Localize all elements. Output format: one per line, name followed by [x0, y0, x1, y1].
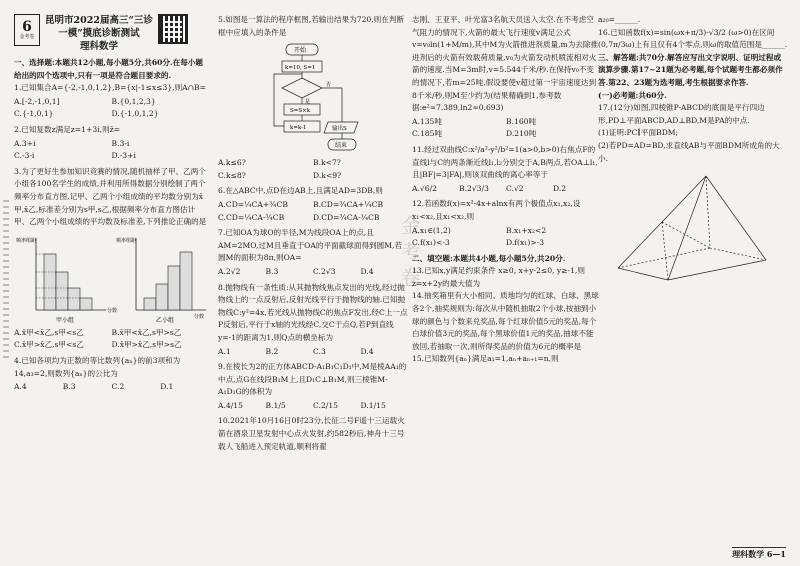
- footer-label: 理科数学 6—1: [732, 549, 786, 559]
- question-15: 15.已知数列{aₙ}满足a₁=1,aₙ+aₙ₊₁=n,则: [412, 354, 559, 364]
- option-c: C.√2: [506, 183, 524, 193]
- option-a: A.4/15: [218, 400, 243, 410]
- option-b: B.{0,1,2,3}: [111, 96, 156, 106]
- option-c: C.185吨: [412, 129, 443, 139]
- qr-code-icon: [158, 14, 188, 44]
- option-a: A.1: [218, 346, 231, 356]
- option-a: A.x₁∈(1,2): [412, 225, 451, 235]
- question-6: 6.在△ABC中,点D在边AB上,且满足AD=3DB,则: [218, 186, 383, 196]
- title-line-1: 昆明市2022届高三“三诊: [45, 15, 153, 26]
- chart-a-label: 甲小组: [56, 316, 75, 324]
- option-b: B.CD=¾CA+¼CB: [313, 199, 384, 209]
- badge-number: 6: [22, 19, 32, 35]
- option-d: D.4: [360, 346, 374, 356]
- option-b: B.x₁+x₂<2: [506, 225, 547, 235]
- option-a: A.CD=¼CA+¾CB: [218, 199, 288, 209]
- option-c: C.2/15: [313, 400, 339, 410]
- flowchart: [218, 42, 408, 154]
- question-2: 2.已知复数z满足z=1+3i,则z̄=: [14, 124, 120, 134]
- q9-options: [218, 400, 408, 413]
- flowchart-proc2: k=k-1: [290, 125, 307, 132]
- option-d: D.2: [553, 183, 567, 193]
- section-1-heading: 一、选择题:本题共12小题,每小题5分,共60分.在每小题给出的四个选项中,只有一项是符合题目要求的.: [14, 58, 204, 80]
- exam-title: [45, 14, 153, 53]
- flowchart-output: 输出S: [332, 126, 347, 133]
- option-c: C.{-1,0,1}: [14, 109, 54, 119]
- option-d: D.CD=¾CA-¼CB: [313, 212, 380, 222]
- x-axis-label-a: 分数: [107, 307, 118, 314]
- question-4: 4.已知各项均为正数的等比数列{aₙ}的前3项和为14,a₃=2,则数列{aₙ}的公比为: [14, 355, 181, 378]
- option-a: A.[-2,-1,0,1]: [14, 96, 60, 106]
- option-d: D.210吨: [506, 129, 537, 139]
- title-line-3: 理科数学: [79, 41, 118, 52]
- column-4: [598, 14, 788, 291]
- question-17-part-1: (1)证明:PC∥平面BDM;: [598, 128, 679, 138]
- option-b: B.3: [265, 266, 279, 276]
- chart-b-label: 乙小组: [156, 316, 175, 324]
- q6-options: [218, 199, 408, 224]
- flowchart-end: 结束: [335, 142, 348, 150]
- option-b: B.2√3/3: [459, 183, 489, 193]
- y-axis-label-b: 频率组距: [116, 237, 137, 244]
- q11-options: [412, 183, 600, 196]
- q4-options: [14, 381, 209, 394]
- q2-options: [14, 138, 209, 163]
- option-c: C.-3-i: [14, 151, 35, 161]
- option-b: B.1/5: [265, 400, 286, 410]
- option-c: C.f(x₁)<-3: [412, 238, 450, 248]
- column-3: [412, 14, 600, 366]
- question-16: 16.已知函数f(x)=sin(ωx+π/3)-√3/2 (ω>0)在区间(0,7π/3ω)上有且仅有4个零点,则ω的取值范围是______.: [598, 27, 788, 50]
- option-b: B.x̄甲<x̄乙,s甲>s乙: [111, 327, 182, 337]
- option-a: A.135吨: [412, 116, 442, 126]
- option-b: B.2: [265, 346, 279, 356]
- flowchart-no: 否: [326, 82, 332, 89]
- watermark: 金考卷: [397, 215, 421, 293]
- paper-badge: [14, 14, 40, 46]
- y-axis-label-a: 频率组距: [16, 237, 37, 244]
- question-17: 17.(12分)如图,四棱锥P-ABCD的底面是平行四边形,PD⊥平面ABCD,AD⊥BD,M是PA的中点.: [598, 103, 765, 125]
- flowchart-proc1: S=S×k: [290, 108, 311, 115]
- option-a: A.2√2: [218, 266, 241, 276]
- option-d: D.1: [160, 382, 174, 392]
- option-a: A.3+i: [14, 138, 36, 148]
- option-a: A.k≤6?: [218, 158, 246, 168]
- section-2-heading: 二、填空题:本题共4小题,每小题5分,共20分.: [412, 253, 566, 263]
- question-12: 12.若函数f(x)=x²-4x+alnx有两个极值点x₁,x₂,设x₁<x₂,且x₁<x₂,则: [412, 199, 581, 221]
- subsection-1-heading: (一)必考题:共60分.: [598, 90, 667, 100]
- flowchart-init: k=10, S=1: [285, 65, 316, 72]
- option-c: C.CD=¼CA-¾CB: [218, 212, 285, 222]
- q8-options: [218, 346, 408, 359]
- column-1: [14, 14, 209, 397]
- q3-options: [14, 327, 209, 352]
- histogram-figures: [14, 232, 209, 324]
- option-c: C.x̄甲>x̄乙,s甲<s乙: [14, 340, 84, 350]
- question-10: 10.2021年10月16日0时23分,长征二号F遥十三运载火箭在酒泉卫星发射中心点火发射,约582秒后,神舟十三号载人飞船进入预定轨道,顺利将翟: [218, 416, 405, 451]
- pyramid-diagram: [598, 168, 788, 288]
- option-d: D.4: [360, 266, 374, 276]
- q1-options: [14, 96, 209, 121]
- title-line-2: 一模”摸底诊断测试: [58, 28, 140, 39]
- option-d: D.f(x₁)>-3: [506, 238, 545, 248]
- question-15-continued: a₂₀=______.: [598, 15, 641, 24]
- option-c: C.k≤8?: [218, 170, 246, 180]
- q12-options: [412, 225, 600, 250]
- option-a: A.x̄甲<x̄乙,s甲<s乙: [14, 327, 84, 337]
- section-3-heading: 三、解答题:共70分.解答应写出文字说明、证明过程或演算步骤.第17~21题为必考题,每个试题考生都必须作答.第22、23题为选考题,考生根据要求作答.: [598, 52, 783, 87]
- question-1: 1.已知集合A={-2,-1,0,1,2},B={x|-1≤x≤3},则A∩B=: [14, 83, 206, 93]
- flowchart-yes: 是: [305, 99, 311, 106]
- question-14: 14.抽奖箱里有大小相同、质地均匀的红球、白球、黑球各2个,抽奖规则为:每次从中随机抽取2个小球,按抽到小球的颜色与个数来兑奖品,每个红球价值5元的奖品,每个白球价值3元的奖品,每个黑球价值1元的奖品,抽球不能放回,若抽取一次,则所得奖品的价值为6元的概率是: [412, 291, 599, 351]
- q7-options: [218, 266, 408, 279]
- histogram-b: [116, 237, 206, 324]
- option-d: D.x̄甲>x̄乙,s甲>s乙: [111, 340, 182, 350]
- option-a: A.√6/2: [412, 183, 437, 193]
- option-b: B.160吨: [506, 116, 537, 126]
- question-13: 13.已知x,y满足约束条件 x≥0, x+y-2≤0, y≥-1,则z=x+2y的最大值为: [412, 266, 585, 288]
- binding-margin: [3, 200, 9, 360]
- option-d: D.{-1,0,1,2}: [111, 109, 159, 119]
- flowchart-start: 开始: [294, 47, 307, 55]
- question-3: 3.为了更好生参加知识竞赛的情况,随机抽样了甲、乙两个小组各100名学生的成绩,并利用所得数据分别绘制了两个频率分布直方图,记甲、乙两个小组成绩的平均数分别为x̄甲,x̄乙,标准差分别为s甲,s乙,根据频率分布直方图估计甲、乙两个小组成绩的平均数及标准差,下列推论正确的是: [14, 166, 207, 227]
- badge-label: 金考卷: [19, 34, 35, 40]
- option-d: D.k<9?: [313, 170, 342, 180]
- question-5: 5.如图是一算法的程序框图,若输出结果为720,则在判断框中应填入的条件是: [218, 15, 405, 37]
- question-7: 7.已知OA为球O的半径,M为线段OA上的点,且AM=2MO,过M且垂直于OA的平面截球面得到圆M,若圆M的面积为8π,则OA=: [218, 228, 403, 263]
- x-axis-label-b: 分数: [194, 313, 205, 320]
- option-d: D.-3+i: [111, 151, 136, 161]
- option-b: B.3: [62, 382, 76, 392]
- option-b: B.k<7?: [313, 158, 341, 168]
- option-b: B.3-i: [111, 138, 130, 148]
- question-8: 8.抛物线有一条性质:从其抛物线焦点发出的光线,经过抛物线上的一点反射后,反射光线平行于抛物线的轴.已知抛物线C:y²=4x,若光线从抛物线C的焦点F发出,经C上一点P反射后,平行于x轴的光线经C,交C于点Q,若P到直线y=-1的距离为1,则Q点的横坐标为: [218, 282, 408, 342]
- option-d: D.1/15: [360, 400, 386, 410]
- option-c: C.2√3: [313, 266, 336, 276]
- option-c: C.3: [313, 346, 326, 356]
- question-11: 11.经过双曲线C:x²/a²-y²/b²=1(a>0,b>0)右焦点F的直线l与C的两条渐近线l₁,l₂分别交于A,B两点,若OA⊥l₁,且|BF|=3|FA|,则该双曲线的离心率等于: [412, 144, 598, 180]
- question-17-part-2: (2)若PD=AD=BD,求直线AB与平面BDM所成角的大小.: [598, 140, 780, 163]
- question-9: 9.在棱长为2的正方体ABCD-A₁B₁C₁D₁中,M是棱AA₁的中点,点G在线段B₁M上,且D₁C⊥B₁M,则三棱锥M-A₁D₁G的体积为: [218, 362, 407, 397]
- page-footer: [732, 549, 786, 560]
- option-a: A.4: [14, 382, 27, 392]
- q10-options: [412, 116, 600, 141]
- exam-header: [14, 14, 209, 53]
- option-c: C.2: [111, 382, 125, 392]
- histogram-a: [16, 237, 117, 324]
- column-2: [218, 14, 408, 453]
- q5-options: [218, 157, 408, 182]
- question-10-continued: 志刚、王亚平、叶光富3名航天员送入太空.在不考虑空气阻力的情况下,火箭的最大飞行速度v满足公式v=v₀ln(1+M/m),其中M为火箭推进剂质量,m为去除推进剂后的火箭有效载荷质量,v₀为火箭发动机喷流相对火箭的速度.当M=3m时,v=5.544千米/秒.在保持v₀不变的情况下,若m=25吨,假设要使v超过第一宇宙速度达到8千米/秒,则M至少约为(结果精确到1,参考数据:e²≈7.389,ln2≈0.693): [412, 15, 599, 113]
